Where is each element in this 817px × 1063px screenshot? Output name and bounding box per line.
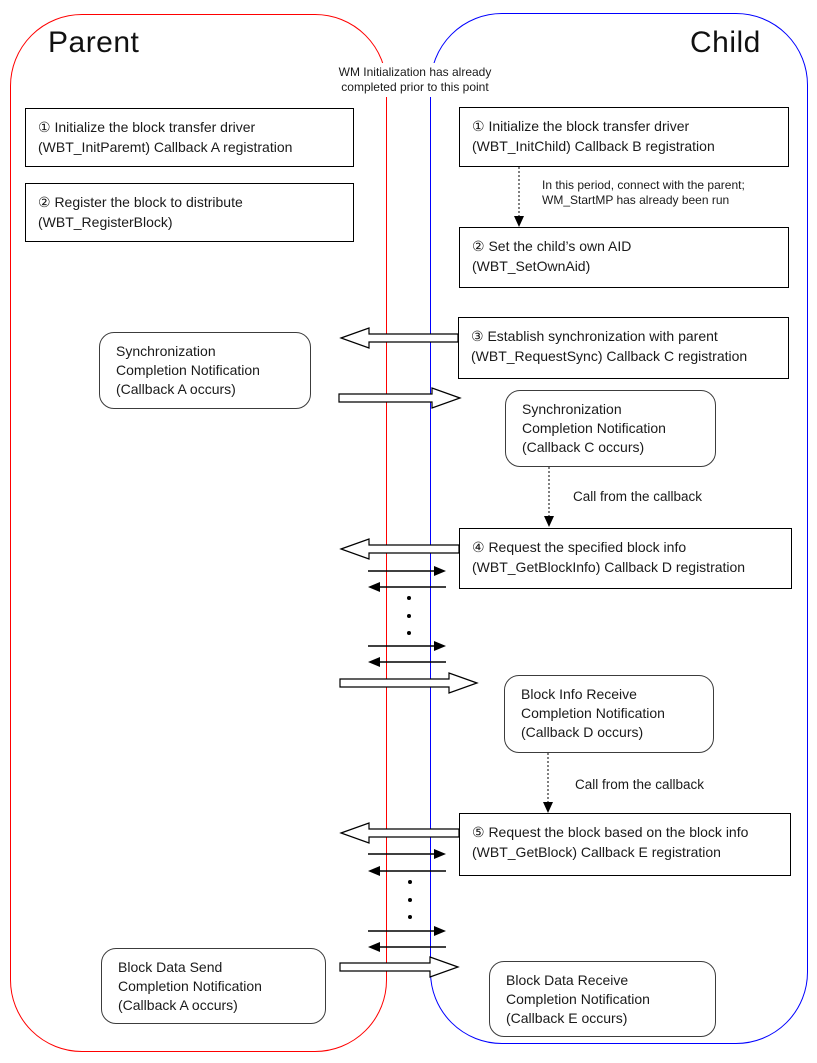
parent-region-outline [10,14,387,1052]
parent-step-2-box [25,183,354,242]
child-step-4-box [459,528,792,589]
step-text: ① Initialize the block transfer driver [38,119,256,135]
notify-text: Completion Notification [521,705,665,721]
notify-text: Synchronization [522,401,622,417]
parent-sync-notify-box [99,332,311,409]
step-text: (WBT_GetBlockInfo) Callback D registration [472,559,746,575]
step-text: ④ Request the specified block info [472,539,687,555]
notify-text: Block Data Send [118,959,223,975]
child-step-5-box [459,813,791,876]
call-from-callback-note-1: Call from the callback [573,489,703,504]
notify-text: Synchronization [116,343,216,359]
notify-text: Completion Notification [116,362,260,378]
step-text: (WBT_GetBlock) Callback E registration [472,844,721,860]
notify-text: Block Data Receive [506,972,629,988]
wm-init-note [322,63,508,97]
step-text: ① Initialize the block transfer driver [472,118,690,134]
notify-text: Completion Notification [118,978,262,994]
notify-text: Completion Notification [506,991,650,1007]
step-text: ② Register the block to distribute [38,194,243,210]
child-title: Child [690,26,761,59]
child-sync-notify-box [505,390,716,467]
connect-period-note-line1: In this period, connect with the parent; [542,178,745,192]
step-text: (WBT_RequestSync) Callback C registration [471,348,748,364]
connect-period-note-line2: WM_StartMP has already been run [542,193,730,207]
step-text: ③ Establish synchronization with parent [471,328,718,344]
notify-text: (Callback E occurs) [506,1010,628,1026]
notify-text: Block Info Receive [521,686,637,702]
step-text: (WBT_InitChild) Callback B registration [472,138,715,154]
step-text: (WBT_SetOwnAid) [472,258,591,274]
call-from-callback-note-2: Call from the callback [575,777,705,792]
child-blockinfo-notify-box [504,675,714,753]
parent-step-1-box [25,108,354,167]
child-step-1-box [459,107,789,167]
wm-init-note-line2: completed prior to this point [341,80,489,94]
notify-text: (Callback C occurs) [522,439,645,455]
child-receive-notify-box [489,961,716,1037]
notify-text: Completion Notification [522,420,666,436]
child-step-3-box [458,317,789,379]
step-text: (WBT_RegisterBlock) [38,214,173,230]
wm-init-note-line1: WM Initialization has already [338,65,492,79]
notify-text: (Callback A occurs) [116,381,236,397]
step-text: (WBT_InitParemt) Callback A registration [38,139,293,155]
step-text: ⑤ Request the block based on the block info [472,824,749,840]
notify-text: (Callback A occurs) [118,997,238,1013]
child-step-2-box [459,227,789,288]
parent-send-notify-box [101,948,326,1024]
step-text: ② Set the child’s own AID [472,238,632,254]
parent-title: Parent [48,26,140,59]
notify-text: (Callback D occurs) [521,724,644,740]
connect-period-note [542,178,745,208]
